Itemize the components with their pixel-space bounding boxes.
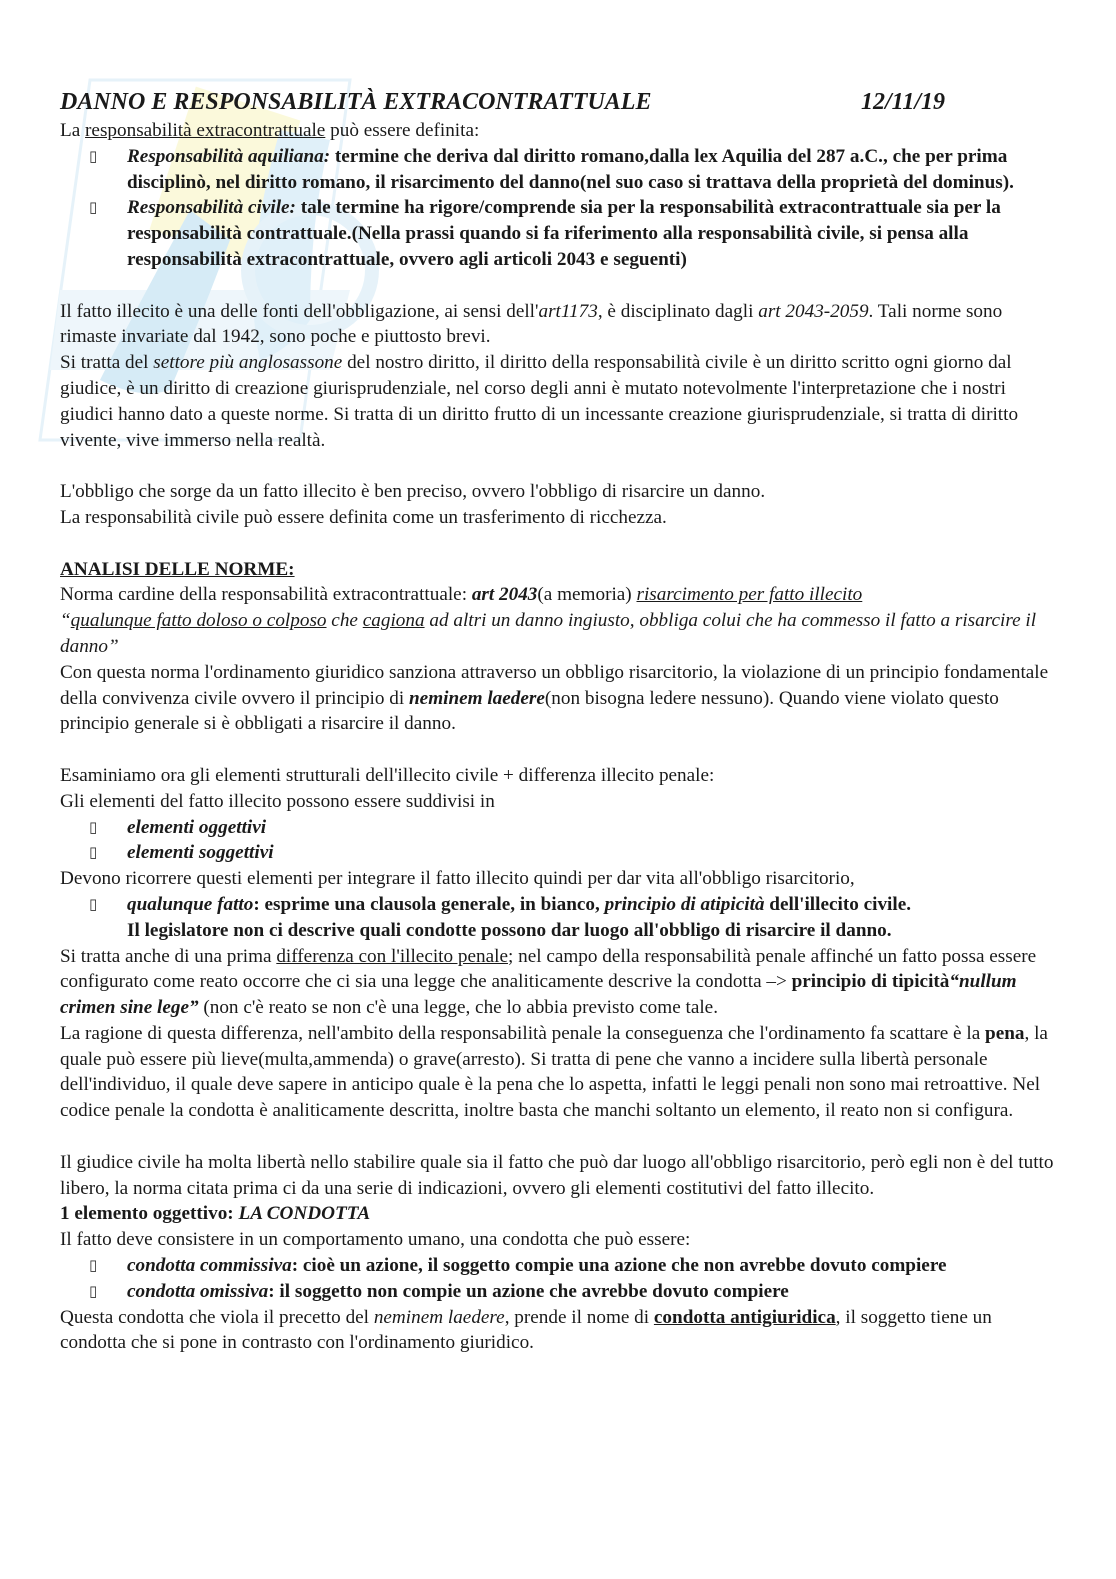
document-title: DANNO E RESPONSABILITÀ EXTRACONTRATTUALE	[60, 89, 652, 115]
text-run: (non c'è reato se non c'è una legge, che lo abbia previsto come tale.	[198, 997, 718, 1019]
list-term: qualunque fatto	[127, 893, 254, 915]
text-run: : cioè un azione, il soggetto compie una azione che non avrebbe dovuto compiere	[291, 1255, 947, 1277]
paragraph-ragione	[60, 1021, 1060, 1124]
text-run: Il fatto illecito è una delle fonti dell'obbligazione, ai sensi dell'	[60, 300, 539, 322]
bullet-icon: ▯	[89, 843, 98, 862]
text-run: dell'illecito civile.	[764, 893, 912, 915]
text-run: La ragione di questa differenza, nell'ambito della responsabilità penale la conseguenza che l'ordinamento fa scattare è la	[60, 1022, 986, 1044]
article-quote	[60, 610, 1036, 657]
list-term: elementi soggettivi	[127, 842, 274, 864]
underlined-term: qualunque fatto doloso o colposo	[70, 610, 327, 632]
text-run: , il soggetto tiene un condotta che si pone in contrasto con l'ordinamento giuridico.	[60, 1306, 992, 1354]
paragraph-fatto-illecito	[60, 299, 1060, 454]
text-line: Il fatto deve consistere in un comportamento umano, una condotta che può essere:	[60, 1229, 691, 1251]
text-run: tale termine ha rigore/comprende sia per la responsabilità extracontrattuale sia per la responsabilità contrattuale.(Nella prassi quando si fa riferimento alla responsabilità civile, si pensa alla responsabilità extracontrattuale, ovvero agli articoli 2043 e seguenti)	[127, 197, 1001, 270]
text-run: L'obbligo che sorge da un fatto illecito è ben preciso, ovvero l'obbligo di risarcire un danno.	[60, 481, 766, 503]
text-run: , prende il nome di	[504, 1306, 654, 1328]
text-run: Si tratta anche di una prima	[60, 945, 277, 967]
text-run: che	[326, 610, 363, 632]
text-run: Norma cardine della responsabilità extracontrattuale:	[60, 584, 472, 606]
list-item	[89, 815, 1060, 841]
list-item	[89, 144, 1060, 196]
document-header	[60, 88, 945, 116]
text-run: termine che deriva dal diritto romano,dalla lex Aquilia del 287 a.C., che per prima disciplinò, nel diritto romano, il risarcimento del danno(nel suo caso si trattava della proprietà del dominus).	[127, 145, 1014, 193]
bullet-icon: ▯	[89, 1256, 98, 1275]
heading-part: 1 elemento oggettivo:	[60, 1203, 239, 1225]
text-run: Questa condotta che viola il precetto del	[60, 1306, 374, 1328]
text-run: Esaminiamo ora gli elementi strutturali dell'illecito civile + differenza illecito penale:	[60, 764, 715, 786]
text-run: del nostro diritto, il diritto della responsabilità civile è un diritto scritto ogni giorno dal giudice, è un diritto di creazione giurisprudenziale, nel corso degli anni è mutato notevolmente l'interpretazione che i nostri giudici hanno dato a queste norme. Si tratta di un diritto frutto di un incessante creazione giurisprudenziale, si tratta di diritto vivente, vive immerso nella realtà.	[60, 352, 1019, 451]
subsection-heading	[60, 1201, 1060, 1227]
list-item	[89, 195, 1060, 272]
list-item	[89, 1253, 1060, 1279]
term-aquiliana: Responsabilità aquiliana:	[127, 145, 331, 167]
paragraph-norma-cardine	[60, 582, 1060, 737]
list-term: condotta commissiva	[127, 1255, 292, 1277]
underlined-term: cagiona	[362, 610, 425, 632]
heading-part: LA CONDOTTA	[238, 1203, 371, 1225]
text-run: Si tratta del	[60, 352, 154, 374]
list-term: elementi oggettivi	[127, 816, 267, 838]
text-run: (a memoria)	[537, 584, 637, 606]
text-run: . Tali norme sono rimaste invariate dal 1942, sono poche e piuttosto brevi.	[60, 300, 1003, 348]
text-run: ad altri un danno ingiusto, obbliga colui che ha commesso il fatto a risarcire il danno	[60, 610, 1037, 657]
article-ref: art 2043	[471, 584, 538, 606]
section-heading: ANALISI DELLE NORME:	[60, 558, 295, 580]
text-run: , la quale può essere più lieve(multa,ammenda) o grave(arresto). Si tratta di pene che vanno a incidere sulla libertà personale dell'individuo, il quale deve sapere in anticipo quale è la pena che lo aspetta, infatti le leggi penali non sono mai retroattive. Nel codice penale la condotta è analiticamente descritta, inoltre basta che manchi soltanto un elemento, il reato non si configura.	[60, 1022, 1048, 1122]
bullet-icon: ▯	[89, 894, 98, 913]
underlined-term: responsabilità extracontrattuale	[85, 120, 326, 141]
emphasis: principio di tipicità	[791, 971, 950, 993]
document-date: 12/11/19	[860, 89, 945, 115]
document-page	[60, 88, 1060, 1356]
text-run: , è disciplinato dagli	[597, 300, 759, 322]
text-run: La responsabilità civile può essere definita come un trasferimento di ricchezza.	[60, 506, 667, 528]
underlined-term: risarcimento per fatto illecito	[636, 584, 863, 606]
list-item	[89, 1279, 1060, 1305]
elements-list	[60, 815, 1060, 867]
underlined-term: differenza con l'illecito penale	[276, 945, 508, 967]
quote-mark: “	[60, 610, 71, 632]
article-ref: art1173	[538, 300, 598, 322]
text-run: Il legislatore non ci descrive quali condotte possono dar luogo all'obbligo di risarcire il danno.	[127, 919, 892, 941]
emphasis: principio di atipicità	[604, 893, 765, 915]
list-term: condotta omissiva	[127, 1280, 269, 1302]
latin-quote: “nullum crimen sine lege”	[60, 971, 1017, 1019]
paragraph-antigiuridica	[60, 1305, 1060, 1357]
bullet-icon: ▯	[89, 817, 98, 836]
article-ref: art 2043-2059	[758, 300, 869, 322]
text-run: può essere definita:	[325, 120, 480, 141]
definitions-list	[60, 144, 1060, 273]
text-run: : esprime una clausola generale, in bianco,	[253, 893, 605, 915]
paragraph-obbligo	[60, 479, 1060, 531]
text-run: ; nel campo della responsabilità penale affinché un fatto possa essere configurato come reato occorre che ci sia una legge che analiticamente descrive la condotta –>	[60, 945, 1037, 993]
term-civile: Responsabilità civile:	[127, 197, 296, 219]
paragraph-elementi	[60, 763, 1060, 815]
text-run: Con questa norma l'ordinamento giuridico sanziona attraverso un obbligo risarcitorio, la violazione di un principio fondamentale della convivenza civile ovvero il principio di	[60, 661, 1049, 709]
bullet-icon: ▯	[89, 198, 98, 217]
text-run: La	[60, 120, 86, 141]
paragraph-giudice: Il giudice civile ha molta libertà nello stabilire quale sia il fatto che può dar luogo all'obbligo risarcitorio, però egli non è del tutto libero, la norma citata prima ci da una serie di indicazioni, ovvero gli elementi costitutivi del fatto illecito.	[60, 1151, 1054, 1199]
text-run: : il soggetto non compie un azione che avrebbe dovuto compiere	[268, 1280, 789, 1302]
emphasis: neminem laedere	[409, 687, 545, 709]
bullet-icon: ▯	[89, 1281, 98, 1300]
qualunque-fatto-list	[60, 892, 1060, 944]
paragraph-differenza	[60, 944, 1060, 1021]
emphasis: pena	[985, 1022, 1025, 1044]
bullet-icon: ▯	[89, 146, 98, 165]
intro-paragraph	[60, 118, 1060, 144]
text-run: (non bisogna ledere nessuno). Quando viene violato questo principio generale si è obbligati a risarcire il danno.	[60, 687, 999, 735]
emphasis: settore più anglosassone	[153, 352, 343, 374]
list-item	[89, 840, 1060, 866]
emphasis: neminem laedere	[373, 1306, 505, 1328]
quote-mark: ”	[107, 635, 119, 657]
underlined-term: condotta antigiuridica	[653, 1306, 836, 1328]
text-run: Gli elementi del fatto illecito possono essere suddivisi in	[60, 790, 495, 812]
list-item	[89, 892, 1060, 944]
text-line: Devono ricorrere questi elementi per integrare il fatto illecito quindi per dar vita all'obbligo risarcitorio,	[60, 868, 855, 890]
condotta-list	[60, 1253, 1060, 1305]
